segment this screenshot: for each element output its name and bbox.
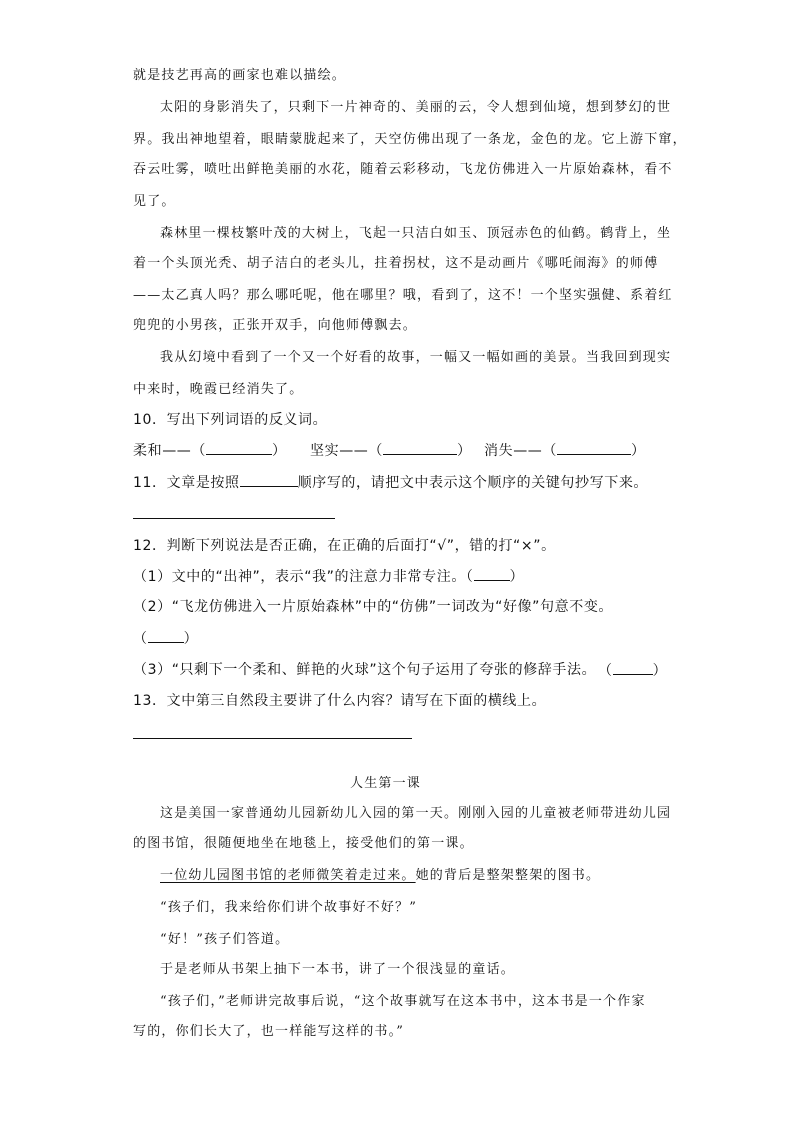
passage-line: 吞云吐雾，喷吐出鲜艳美丽的水花，随着云彩移动，飞龙仿佛进入一片原始森林，看不 <box>133 162 673 177</box>
answer-blank[interactable] <box>557 440 631 455</box>
bracket-close: ） <box>509 569 525 585</box>
antonym-word: 坚实——（ <box>310 443 383 459</box>
passage-line: 见了。 <box>133 194 176 209</box>
question-13-prompt: 13．文中第三自然段主要讲了什么内容？请写在下面的横线上。 <box>133 693 547 709</box>
passage-line <box>160 866 600 886</box>
bracket-close: ） <box>183 631 199 647</box>
bracket-close: ） <box>652 663 668 679</box>
passage-line: 着一个头顶光秃、胡子洁白的老头儿，拄着拐杖，这不是动画片《哪吒闹海》的师傅 <box>133 256 659 271</box>
judge-item-1 <box>133 566 524 587</box>
passage-title: 人生第一课 <box>350 776 422 791</box>
passage-line: “孩子们，”老师讲完故事后说，“这个故事就写在这本书中，这本书是一个作家 <box>160 994 646 1009</box>
judge-text: （1）文中的“出神”，表示“我”的注意力非常专注。（ <box>133 569 474 585</box>
bracket-open: （ <box>598 663 613 679</box>
bracket-open: （ <box>133 631 148 647</box>
antonym-word: 消失——（ <box>484 443 557 459</box>
passage-line: “好！”孩子们答道。 <box>160 932 290 947</box>
antonym-item-1 <box>133 440 287 461</box>
answer-blank[interactable] <box>474 566 510 581</box>
judge-item-2-answer <box>133 628 198 649</box>
question-12-prompt: 12．判断下列说法是否正确，在正确的后面打“√”，错的打“×”。 <box>133 538 556 554</box>
passage-line: 太阳的身影消失了，只剩下一片神奇的、美丽的云，令人想到仙境，想到梦幻的世 <box>160 100 672 115</box>
passage-line: ——太乙真人吗？那么哪吒呢，他在哪里？哦，看到了，这不！一个坚实强健、系着红 <box>133 288 673 303</box>
underlined-sentence: 一位幼儿园图书馆的老师微笑着走过来。 <box>160 868 416 883</box>
passage-line: 中来时，晚霞已经消失了。 <box>133 382 304 397</box>
answer-blank[interactable] <box>240 472 298 487</box>
antonym-word: 柔和——（ <box>133 443 206 459</box>
passage-text: 她的背后是整架整架的图书。 <box>415 868 601 883</box>
passage-line: 于是老师从书架上抽下一本书，讲了一个很浅显的童话。 <box>160 962 516 977</box>
passage-line: 森林里一棵枝繁叶茂的大树上，飞起一只洁白如玉、顶冠赤色的仙鹤。鹤背上，坐 <box>160 226 672 241</box>
question-10-prompt: 10．写出下列词语的反义词。 <box>133 412 328 428</box>
answer-blank[interactable] <box>148 628 184 643</box>
passage-line: 界。我出神地望着，眼睛蒙胧起来了，天空仿佛出现了一条龙，金色的龙。它上游下窜， <box>133 132 687 147</box>
bracket-close: ） <box>631 443 646 459</box>
question-text: 顺序写的，请把文中表示这个顺序的关键句抄写下来。 <box>297 475 649 491</box>
passage-line: 的图书馆，很随便地坐在地毯上，接受他们的第一课。 <box>133 836 474 851</box>
answer-blank[interactable] <box>383 440 457 455</box>
answer-line[interactable] <box>133 518 335 519</box>
judge-item-3-answer <box>598 660 667 681</box>
passage-line: 这是美国一家普通幼儿园新幼儿入园的第一天。刚刚入园的儿童被老师带进幼儿园 <box>160 806 672 821</box>
passage-line: “孩子们，我来给你们讲个故事好不好？” <box>160 900 418 915</box>
passage-line: 兜兜的小男孩，正张开双手，向他师傅飘去。 <box>133 318 418 333</box>
passage-line: 就是技艺再高的画家也难以描绘。 <box>133 68 347 83</box>
antonym-item-3 <box>484 440 646 461</box>
answer-line[interactable] <box>133 738 412 739</box>
bracket-close: ） <box>272 443 287 459</box>
answer-blank[interactable] <box>206 440 272 455</box>
passage-line: 写的，你们长大了，也一样能写这样的书。” <box>133 1024 405 1039</box>
answer-blank[interactable] <box>613 660 653 675</box>
judge-item-2: （2）“飞龙仿佛进入一片原始森林”中的“仿佛”一词改为“好像”句意不变。 <box>133 599 614 615</box>
question-text: 11．文章是按照 <box>133 475 240 491</box>
passage-line: 我从幻境中看到了一个又一个好看的故事，一幅又一幅如画的美景。当我回到现实 <box>160 350 672 365</box>
antonym-item-2 <box>310 440 472 461</box>
question-11-prompt <box>133 472 648 493</box>
bracket-close: ） <box>457 443 472 459</box>
judge-item-3: （3）“只剩下一个柔和、鲜艳的火球”这个句子运用了夸张的修辞手法。 <box>133 662 597 678</box>
